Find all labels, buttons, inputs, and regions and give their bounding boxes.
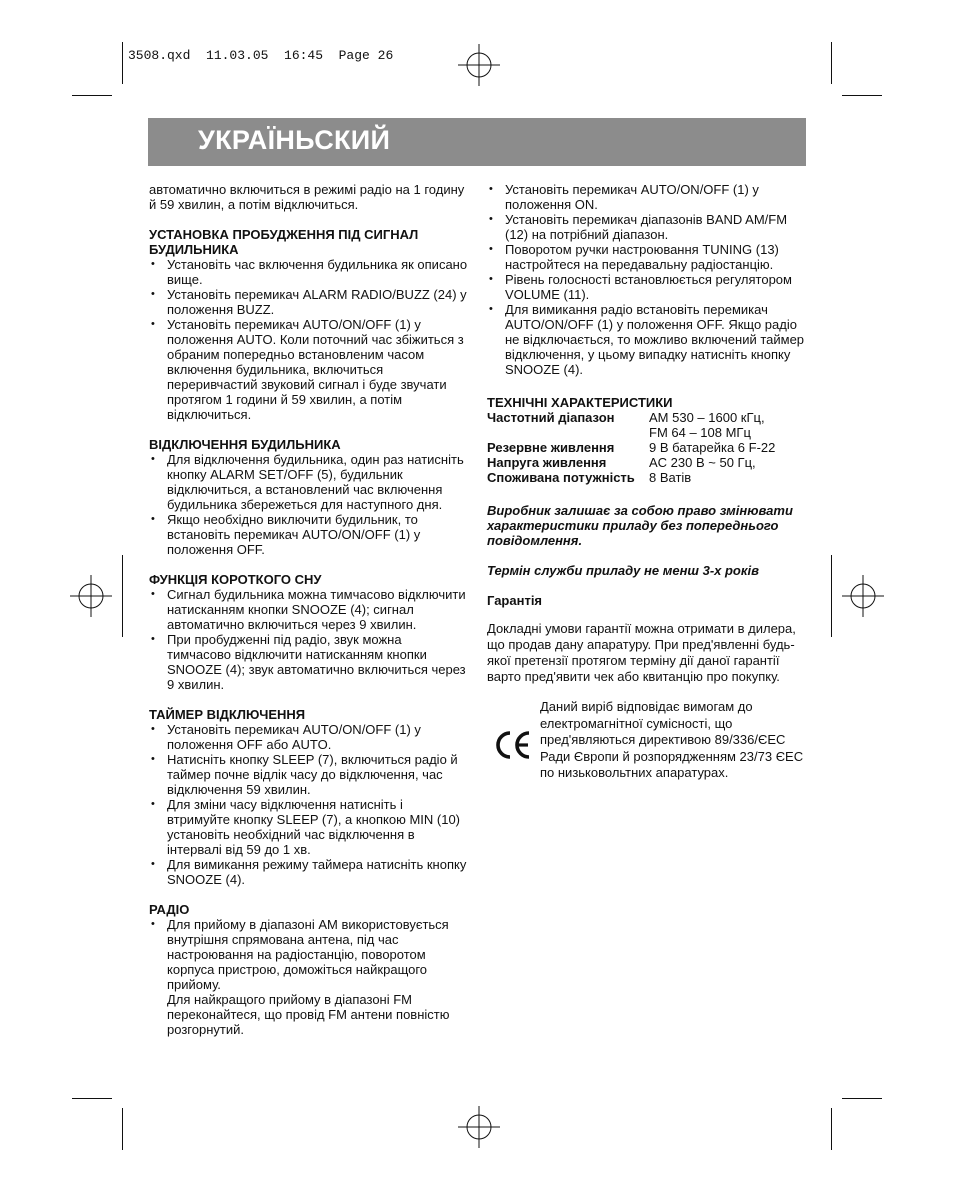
manufacturer-note: Виробник залишає за собою право змінювати характеристики приладу без попереднього повідомлення. [487,503,793,548]
section-heading-alarm-buzz: УСТАНОВКА ПРОБУДЖЕННЯ ПІД СИГНАЛ БУДИЛЬНИКА [149,227,419,257]
crop-mark [842,1098,882,1099]
print-slug: 3508.qxd 11.03.05 16:45 Page 26 [128,48,394,63]
crop-mark [72,1098,112,1099]
section-heading-alarm-off: ВІДКЛЮЧЕННЯ БУДИЛЬНИКА [149,437,341,452]
radio-am-text: Для прийому в діапазоні AM використовується внутрішня спрямована антена, під час настроювання на радіостанцію, поворотом корпуса пристрою, доможіться найкращого прийому. [167,917,449,992]
registration-mark-bottom [458,1106,500,1148]
list-item: • Установіть час включення будильника як описано вище. [149,257,469,287]
registration-mark-left [70,575,112,617]
spec-value: AC 230 В ~ 50 Гц, [649,455,756,470]
list-item: • Установіть перемикач ALARM RADIO/BUZZ (24) у положення BUZZ. [149,287,469,317]
crop-mark [831,555,832,637]
crop-mark [831,42,832,84]
list-item [149,917,469,1037]
crop-mark [842,95,882,96]
registration-mark-right [842,575,884,617]
registration-mark-top [458,44,500,86]
service-life-note: Термін служби приладу не менш 3-х років [487,563,759,578]
alarm-off-list [149,452,469,557]
crop-mark [122,1108,123,1150]
spec-value: FM 64 – 108 МГц [649,425,751,440]
list-item: • Установіть перемикач AUTO/ON/OFF (1) у положення ON. [487,182,807,212]
warranty-text: Докладні умови гарантії можна отримати в дилера, що продав дану апаратуру. При пред'явленні будь-якої претензії протягом терміну дії даної гарантії варто пред'явити чек або квитанцію про покупку. [487,621,796,684]
spec-row [487,425,807,440]
left-column [149,182,469,1037]
radio-steps-list [487,182,807,377]
section-heading-radio: РАДІО [149,902,190,917]
list-item: • Для відключення будильника, один раз натисніть кнопку ALARM SET/OFF (5), будильник відключиться, а встановлений час включення будильника збережеться для наступного дня. [149,452,469,512]
list-item: • Установіть перемикач AUTO/ON/OFF (1) у положення AUTO. Коли поточний час збіжиться з обраним попередньо встановленим часом включення будильника, включиться переривчастий звуковий сигнал і буде звучати протягом 1 години й 59 хвилин, а потім відключиться. [149,317,469,422]
spec-label: Частотний діапазон [487,410,615,425]
ce-text: Даний виріб відповідає вимогам до електромагнітної сумісності, що пред'являються директивою 89/336/ЄЕС Ради Європи й розпорядженням 23/73 ЄЕС по низьковольтних апаратурах. [540,699,804,780]
spec-row [487,470,807,485]
spec-label: Резервне живлення [487,440,615,455]
sleep-timer-list [149,722,469,887]
spec-row [487,410,807,425]
spec-value: AM 530 – 1600 кГц, [649,410,765,425]
radio-fm-text: Для найкращого прийому в діапазоні FM переконайтеся, що провід FM антени повністю розгорнутий. [167,992,450,1037]
list-item: • Установіть перемикач AUTO/ON/OFF (1) у положення OFF або AUTO. [149,722,469,752]
warranty-heading: Гарантія [487,593,543,608]
spec-label: Споживана потужність [487,470,635,485]
specs-table [487,395,807,485]
specs-heading: ТЕХНІЧНІ ХАРАКТЕРИСТИКИ [487,395,673,410]
radio-list [149,917,469,1037]
section-heading-sleep-timer: ТАЙМЕР ВІДКЛЮЧЕННЯ [149,707,306,722]
ce-compliance [487,699,807,799]
list-item: • Для вимикання радіо встановіть перемикач AUTO/ON/OFF (1) у положення OFF. Якщо радіо не відключається, то можливо включений таймер відключення, у цьому випадку натисніть кнопку SNOOZE (4). [487,302,807,377]
spec-label: Напруга живлення [487,455,607,470]
list-item: • Рівень голосності встановлюється регулятором VOLUME (11). [487,272,807,302]
page-title: УКРАЇНЬСКИЙ [198,125,391,155]
list-item: • Якщо необхідно виключити будильник, то встановіть перемикач AUTO/ON/OFF (1) у положення OFF. [149,512,469,557]
alarm-buzz-list [149,257,469,422]
intro-paragraph: автоматично включиться в режимі радіо на 1 годину й 59 хвилин, а потім відключиться. [149,182,465,212]
crop-mark [831,1108,832,1150]
spec-row [487,455,807,470]
spec-label [487,425,649,440]
list-item: • Сигнал будильника можна тимчасово відключити натисканням кнопки SNOOZE (4); сигнал автоматично включиться через 9 хвилин. [149,587,469,632]
right-column [487,182,807,799]
list-item: • Натисніть кнопку SLEEP (7), включиться радіо й таймер почне відлік часу до відключення, час відключення 59 хвилин. [149,752,469,797]
crop-mark [122,555,123,637]
list-item: • Для зміни часу відключення натисніть і втримуйте кнопку SLEEP (7), а кнопкою MIN (10) установіть необхідний час відключення в інтервалі від 59 до 1 хв. [149,797,469,857]
language-header [148,118,806,166]
snooze-list [149,587,469,692]
spec-row [487,440,807,455]
spec-value: 9 В батарейка 6 F-22 [649,440,776,455]
list-item: • При пробудженні під радіо, звук можна тимчасово відключити натисканням кнопки SNOOZE (4); звук автоматично включиться через 9 хвилин. [149,632,469,692]
crop-mark [72,95,112,96]
list-item: • Для вимикання режиму таймера натисніть кнопку SNOOZE (4). [149,857,469,887]
ce-mark-icon [493,729,533,761]
section-heading-snooze: ФУНКЦІЯ КОРОТКОГО СНУ [149,572,322,587]
list-item: • Установіть перемикач діапазонів BAND AM/FM (12) на потрібний діапазон. [487,212,807,242]
list-item: • Поворотом ручки настроювання TUNING (13) настройтеся на передавальну радіостанцію. [487,242,807,272]
crop-mark [122,42,123,84]
spec-value: 8 Ватів [649,470,692,485]
